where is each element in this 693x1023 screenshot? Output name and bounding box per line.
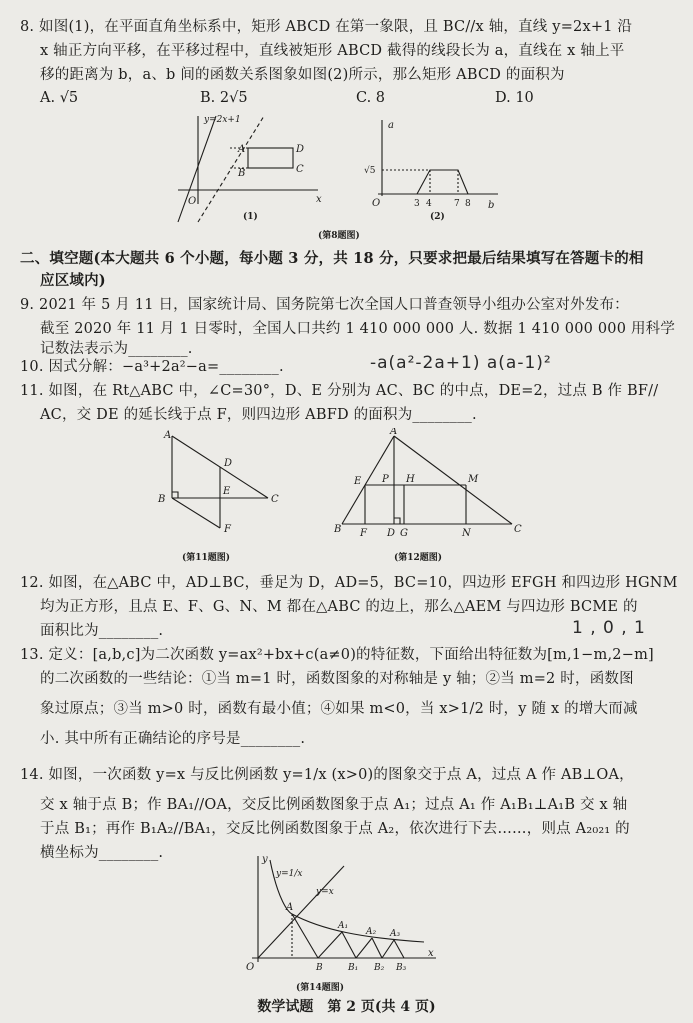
q12-label-f: F bbox=[360, 528, 367, 539]
q8-line-1: 8. 如图(1)，在平面直角坐标系中，矩形 ABCD 在第一象限，且 BC//x 轴，直线 y=2x+1 沿 bbox=[20, 19, 633, 35]
q12-label-e: E bbox=[354, 476, 362, 487]
q12-line-2: 均为正方形，且点 E、F、G、N、M 都在△ABC 的边上，那么△AEM 与四边形 BCME 的 bbox=[40, 599, 638, 615]
q8-line-3: 移的距离为 b，a、b 间的函数关系图象如图(2)所示，那么矩形 ABCD 的面积为 bbox=[40, 67, 565, 83]
q11-line-2: AC，交 DE 的延长线于点 F，则四边形 ABFD 的面积为________. bbox=[40, 407, 477, 423]
q8-figure-caption: (第8题图) bbox=[318, 231, 360, 241]
q14-label-y: y bbox=[262, 854, 268, 865]
q14-line-1: 14. 如图，一次函数 y=x 与反比例函数 y=1/x (x>0)的图象交于点 A，过点 A 作 AB⊥OA， bbox=[20, 767, 634, 783]
section-2-heading-line-2: 应区域内) bbox=[40, 272, 106, 289]
q14-label-b2: B₂ bbox=[374, 963, 385, 973]
q11-label-c: C bbox=[271, 494, 279, 505]
section-2-heading-line-1: 二、填空题(本大题共 6 个小题，每小题 3 分，共 18 分，只要求把最后结果填写在答题卡的相 bbox=[20, 250, 644, 267]
q8-fig2-axis-x: b bbox=[488, 200, 495, 211]
q11-caption: (第11题图) bbox=[182, 553, 231, 563]
q11-label-d: D bbox=[224, 458, 233, 469]
q13-line-1: 13. 定义：[a,b,c]为二次函数 y=ax²+bx+c(a≠0)的特征数，下面给出特征数为[m,1−m,2−m] bbox=[20, 647, 654, 663]
q12-figure bbox=[334, 428, 524, 548]
q11-figure bbox=[150, 428, 290, 548]
q12-line-3: 面积比为________. bbox=[40, 623, 164, 639]
q8-fig2-x-tick-3: 3 bbox=[414, 199, 420, 209]
q8-figure-2 bbox=[362, 114, 502, 218]
q10-handwriting: -a(a²-2a+1) a(a-1)² bbox=[370, 353, 552, 373]
q14-label-b1: B₁ bbox=[348, 963, 359, 973]
q13-line-3: 象过原点；③当 m>0 时，函数有最小值；④如果 m<0，当 x>1/2 时，y 随 x 的增大而减 bbox=[40, 701, 638, 717]
q14-label-a3: A₃ bbox=[390, 929, 401, 939]
q14-label-a1: A₁ bbox=[338, 921, 349, 931]
q8-fig2-x-tick-4: 4 bbox=[426, 199, 432, 209]
q14-line-4: 横坐标为________. bbox=[40, 845, 164, 861]
q8-option-b: B. 2√5 bbox=[200, 90, 248, 106]
q14-label-a: A bbox=[286, 902, 294, 913]
q8-fig2-y-tick: √5 bbox=[364, 166, 376, 176]
q12-label-h: H bbox=[406, 474, 415, 485]
q8-fig1-caption: (1) bbox=[243, 212, 258, 222]
q14-label-x: x bbox=[428, 948, 434, 959]
q13-line-2: 的二次函数的一些结论：①当 m=1 时，函数图象的对称轴是 y 轴；②当 m=2 时，函数图 bbox=[40, 671, 634, 687]
q8-fig2-x-tick-8: 8 bbox=[465, 199, 471, 209]
q8-line-2: x 轴正方向平移，在平移过程中，直线被矩形 ABCD 截得的线段长为 a，直线在 x 轴上平 bbox=[40, 43, 625, 59]
q8-fig2-axis-y: a bbox=[388, 120, 394, 131]
q9-line-3: 记数法表示为________. bbox=[40, 341, 193, 357]
q14-curve-label: y=1/x bbox=[276, 869, 303, 879]
q12-label-n: N bbox=[462, 528, 471, 539]
q12-label-m: M bbox=[468, 474, 479, 485]
q14-label-a2: A₂ bbox=[366, 927, 377, 937]
q9-line-1: 9. 2021 年 5 月 11 日，国家统计局、国务院第七次全国人口普查领导小组办公室对外发布： bbox=[20, 297, 629, 313]
q8-fig1-label-a: A bbox=[238, 144, 246, 155]
q8-fig1-label-o: O bbox=[188, 196, 197, 207]
q14-figure bbox=[232, 852, 442, 978]
q11-label-a: A bbox=[164, 430, 172, 441]
q10-text: 10. 因式分解：−a³+2a²−a=________. bbox=[20, 359, 284, 375]
page-footer: 数学试题 第 2 页(共 4 页) bbox=[257, 999, 436, 1015]
q8-fig2-origin: O bbox=[372, 198, 381, 209]
q14-label-b3: B₃ bbox=[396, 963, 407, 973]
q14-label-b: B bbox=[316, 963, 323, 973]
q14-line-label: y=x bbox=[316, 887, 334, 897]
q12-label-a: A bbox=[390, 428, 398, 437]
q8-fig1-label-d: D bbox=[296, 144, 305, 155]
q12-label-g: G bbox=[400, 528, 408, 539]
q12-caption: (第12题图) bbox=[394, 553, 443, 563]
q9-line-2: 截至 2020 年 11 月 1 日零时，全国人口共约 1 410 000 000 人. 数据 1 410 000 000 用科学 bbox=[40, 321, 676, 337]
q12-label-p: P bbox=[382, 474, 389, 485]
q8-option-d: D. 10 bbox=[495, 90, 534, 106]
q8-fig1-line-label: y=2x+1 bbox=[204, 115, 241, 125]
q8-fig2-x-tick-7: 7 bbox=[454, 199, 460, 209]
q14-line-3: 于点 B₁；再作 B₁A₂//BA₁，交反比例函数图象于点 A₂，依次进行下去……，则点 A₂₀₂₁ 的 bbox=[40, 821, 630, 837]
q8-option-a: A. √5 bbox=[40, 90, 79, 106]
q8-fig1-label-c: C bbox=[296, 164, 304, 175]
q8-fig1-label-b: B bbox=[238, 168, 246, 179]
q14-line-2: 交 x 轴于点 B；作 BA₁//OA，交反比例函数图象于点 A₁；过点 A₁ 作 A₁B₁⊥A₁B 交 x 轴 bbox=[40, 797, 628, 813]
q11-label-f: F bbox=[224, 524, 231, 535]
q11-label-e: E bbox=[223, 486, 231, 497]
q12-label-c: C bbox=[514, 524, 522, 535]
q11-label-b: B bbox=[158, 494, 166, 505]
q13-line-4: 小. 其中所有正确结论的序号是________. bbox=[40, 731, 306, 747]
q8-fig2-caption: (2) bbox=[430, 212, 445, 222]
q11-line-1: 11. 如图，在 Rt△ABC 中，∠C=30°，D、E 分别为 AC、BC 的中点，DE=2，过点 B 作 BF// bbox=[20, 383, 659, 399]
q8-option-c: C. 8 bbox=[356, 90, 386, 106]
q14-label-o: O bbox=[246, 962, 255, 973]
q12-label-b: B bbox=[334, 524, 342, 535]
q14-caption: (第14题图) bbox=[296, 983, 345, 993]
q12-line-1: 12. 如图，在△ABC 中，AD⊥BC，垂足为 D，AD=5，BC=10，四边形 EFGH 和四边形 HGNM bbox=[20, 575, 678, 591]
q12-label-d: D bbox=[387, 528, 396, 539]
q8-fig1-label-x: x bbox=[316, 194, 322, 205]
q12-handwriting: 1 , 0 , 1 bbox=[572, 618, 646, 638]
